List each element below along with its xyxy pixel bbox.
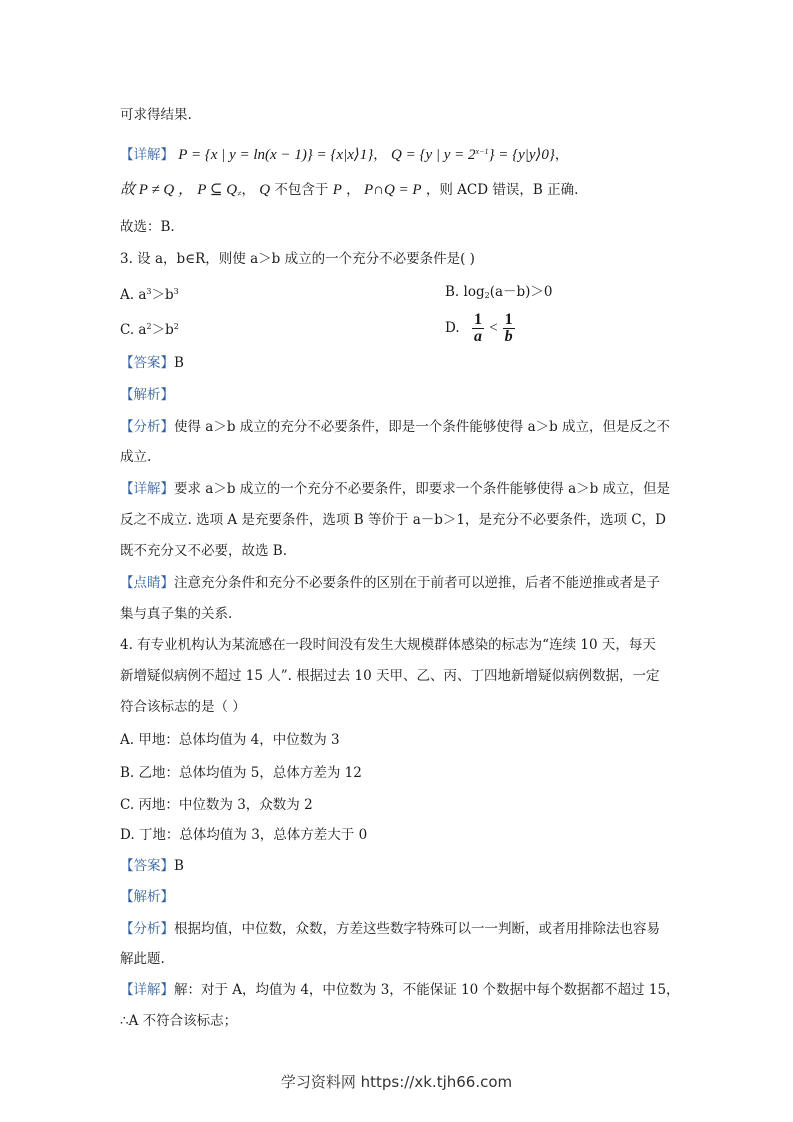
q4-option-d: D. 丁地：总体均值为 3，总体方差大于 0 (120, 827, 368, 843)
detail-line: ∴A 不符合该标志； (120, 1013, 238, 1029)
detail-line: 【详解】解：对于 A，均值为 4，中位数为 3，不能保证 10 个数据中每个数据都不超过 15， (120, 982, 680, 998)
answer-3: 【答案】B (120, 355, 184, 371)
detail-line: 【详解】要求 a＞b 成立的一个充分不必要条件，即要求一个条件能够使得 a＞b 成立，但是 (120, 481, 671, 497)
detail-line: 反之不成立. 选项 A 是充要条件，选项 B 等价于 a－b＞1，是充分不必要条件，选项 C，D (120, 512, 666, 528)
question-4: 符合该标志的是（ ） (120, 699, 246, 715)
remark-line: 集与真子集的关系. (120, 606, 233, 622)
question-4: 4. 有专业机构认为某流感在一段时间没有发生大规模群体感染的标志为“连续 10 天，每天 (120, 637, 656, 653)
conclusion-line: 故 P ≠ Q ， P ⊆ $Q_\ne$， Q 不包含于 P ， P∩Q = P ，则 ACD 错误，B 正确. (120, 182, 579, 198)
remark-line: 【点睛】注意充分条件和充分不必要条件的区别在于前者可以逆推，后者不能逆推或者是子 (120, 575, 660, 591)
question-4: 新增疑似病例不超过 15 人”. 根据过去 10 天甲、乙、丙、丁四地新增疑似病例数据，一定 (120, 668, 660, 684)
text-line: 可求得结果. (120, 107, 192, 123)
footer-watermark: 学习资料网 https://xk.tjh66.com (280, 1073, 513, 1091)
detail-line: 既不充分又不必要，故选 B. (120, 543, 288, 559)
math-set-p: P = {x | y = ln(x − 1)} = {x|x⟩1} (178, 147, 374, 163)
analysis-line: 解此题. (120, 951, 165, 967)
analysis-line: 【分析】使得 a＞b 成立的充分不必要条件，即是一个条件能够使得 a＞b 成立，但是反之不 (120, 419, 671, 435)
analysis-heading-4: 【解析】 (120, 889, 174, 905)
q3-option-a: A. $a^3>b^3$ (120, 287, 179, 303)
question-3: 3. 设 a，b∈R，则使 a＞b 成立的一个充分不必要条件是( ) (120, 251, 475, 267)
q4-option-c: C. 丙地：中位数为 3，众数为 2 (120, 797, 313, 813)
analysis-line: 【分析】根据均值，中位数，众数，方差这些数字特殊可以一一判断，或者用排除法也容易 (120, 921, 660, 937)
text-line: 故选：B. (120, 219, 175, 235)
q3-option-c: C. $a^2>b^2$ (120, 322, 179, 338)
q3-option-b: B. $\log_2(a-b)>0$ (445, 284, 553, 300)
detail-line-sets: 【详解】 P = {x | y = ln(x − 1)} = {x|x⟩1}， Q = {y | $y = 2^{x-1}$} = {y|y⟩0}， (120, 147, 569, 163)
q4-option-a: A. 甲地：总体均值为 4，中位数为 3 (120, 732, 340, 748)
q4-option-b: B. 乙地：总体均值为 5，总体方差为 12 (120, 765, 362, 781)
math-set-q: Q = {y | $y = 2^{x-1}$} = {y|y⟩0} (391, 147, 555, 163)
analysis-line: 成立. (120, 449, 152, 465)
answer-4: 【答案】B (120, 858, 184, 874)
analysis-heading-3: 【解析】 (120, 387, 174, 403)
detail-tag: 【详解】 (120, 147, 174, 163)
q3-option-d: D. $\frac{1}{a}$ < $\frac{1}{b}$ (445, 311, 513, 345)
